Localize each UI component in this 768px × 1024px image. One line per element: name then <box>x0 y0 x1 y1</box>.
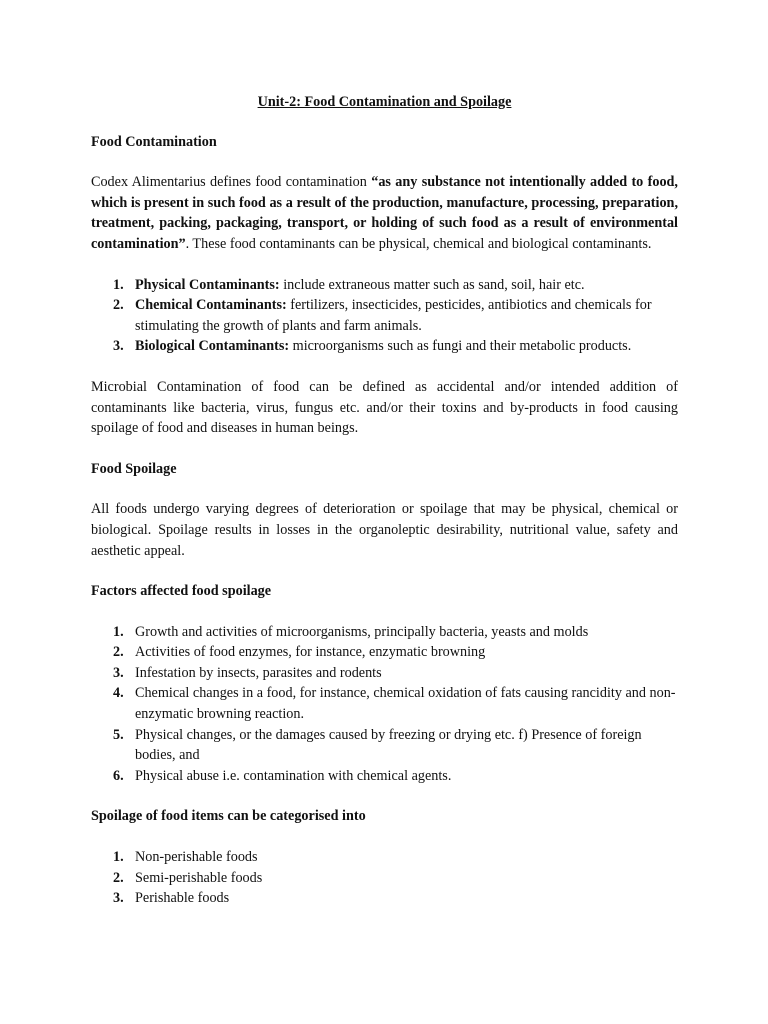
list-item-text: Physical abuse i.e. contamination with chemical agents. <box>135 767 452 784</box>
list-item-term: Chemical Contaminants: <box>135 297 287 314</box>
spoilage-factors-list <box>91 622 678 787</box>
list-item-term: Biological Contaminants: <box>135 338 290 355</box>
list-number: 1. <box>113 623 124 640</box>
section-heading-food-contamination: Food Contamination <box>91 133 217 150</box>
list-item-text: Physical changes, or the damages caused by freezing or drying etc. f) Presence of foreign bodies, and <box>135 726 642 764</box>
list-item <box>91 295 678 336</box>
list-item <box>91 275 678 296</box>
list-item <box>91 725 678 766</box>
list-number: 2. <box>113 644 124 661</box>
list-number: 1. <box>113 849 124 866</box>
definition-quote: “as any substance not intentionally added to food, which is present in such food as a result of the production, manufacture, processing, preparation, treatment, packing, packaging, transport, or holding of such food as a result of environmental contamination” <box>91 174 678 252</box>
list-item <box>91 663 678 684</box>
list-item <box>91 888 678 909</box>
definition-closing-text: . These food contaminants can be physical, chemical and biological contaminants. <box>185 235 652 252</box>
microbial-contamination-paragraph: Microbial Contamination of food can be defined as accidental and/or intended addition of contaminants like bacteria, virus, fungus etc. and/or their toxins and by-products in food causing spoilage of food and diseases in human beings. <box>91 378 678 437</box>
list-item <box>91 622 678 643</box>
list-item-text: microorganisms such as fungi and their metabolic products. <box>289 338 632 355</box>
list-number: 5. <box>113 726 124 743</box>
list-number: 3. <box>113 338 124 355</box>
list-item-text: Activities of food enzymes, for instance, enzymatic browning <box>135 644 486 661</box>
section-heading-spoilage-categories: Spoilage of food items can be categorised into <box>91 808 366 825</box>
list-item-text: Infestation by insects, parasites and rodents <box>135 664 382 681</box>
list-item <box>91 868 678 889</box>
list-item-term: Physical Contaminants: <box>135 276 280 293</box>
list-number: 3. <box>113 664 124 681</box>
list-item-text: Semi-perishable foods <box>135 869 263 886</box>
page-title: Unit-2: Food Contamination and Spoilage <box>257 94 512 110</box>
list-number: 6. <box>113 767 124 784</box>
contaminant-types-list <box>91 275 678 357</box>
list-number: 2. <box>113 869 124 886</box>
document-page <box>91 92 678 929</box>
list-number: 3. <box>113 890 124 907</box>
section-heading-food-spoilage: Food Spoilage <box>91 460 177 477</box>
list-item <box>91 683 678 724</box>
spoilage-categories-list <box>91 847 678 909</box>
list-item-text: Perishable foods <box>135 890 230 907</box>
list-number: 4. <box>113 685 124 702</box>
list-item-text: Growth and activities of microorganisms, principally bacteria, yeasts and molds <box>135 623 589 640</box>
list-item-text: fertilizers, insecticides, pesticides, antibiotics and chemicals for stimulating the growth of plants and farm animals. <box>135 297 652 334</box>
list-item-text: Non-perishable foods <box>135 849 258 866</box>
list-item <box>91 766 678 787</box>
food-spoilage-paragraph: All foods undergo varying degrees of deterioration or spoilage that may be physical, chemical or biological. Spoilage results in losses in the organoleptic desirability, nutritional value, safety and aesthetic appeal. <box>91 501 678 559</box>
list-item <box>91 336 678 357</box>
contamination-definition-paragraph <box>91 172 678 254</box>
list-item-text: Chemical changes in a food, for instance, chemical oxidation of fats causing rancidity and non-enzymatic browning reaction. <box>135 685 676 723</box>
list-item-text: include extraneous matter such as sand, soil, hair etc. <box>279 276 585 293</box>
list-number: 2. <box>113 297 124 314</box>
list-number: 1. <box>113 276 124 293</box>
section-heading-spoilage-factors: Factors affected food spoilage <box>91 583 272 600</box>
list-item <box>91 642 678 663</box>
definition-intro-text: Codex Alimentarius defines food contamination <box>91 174 372 191</box>
list-item <box>91 847 678 868</box>
